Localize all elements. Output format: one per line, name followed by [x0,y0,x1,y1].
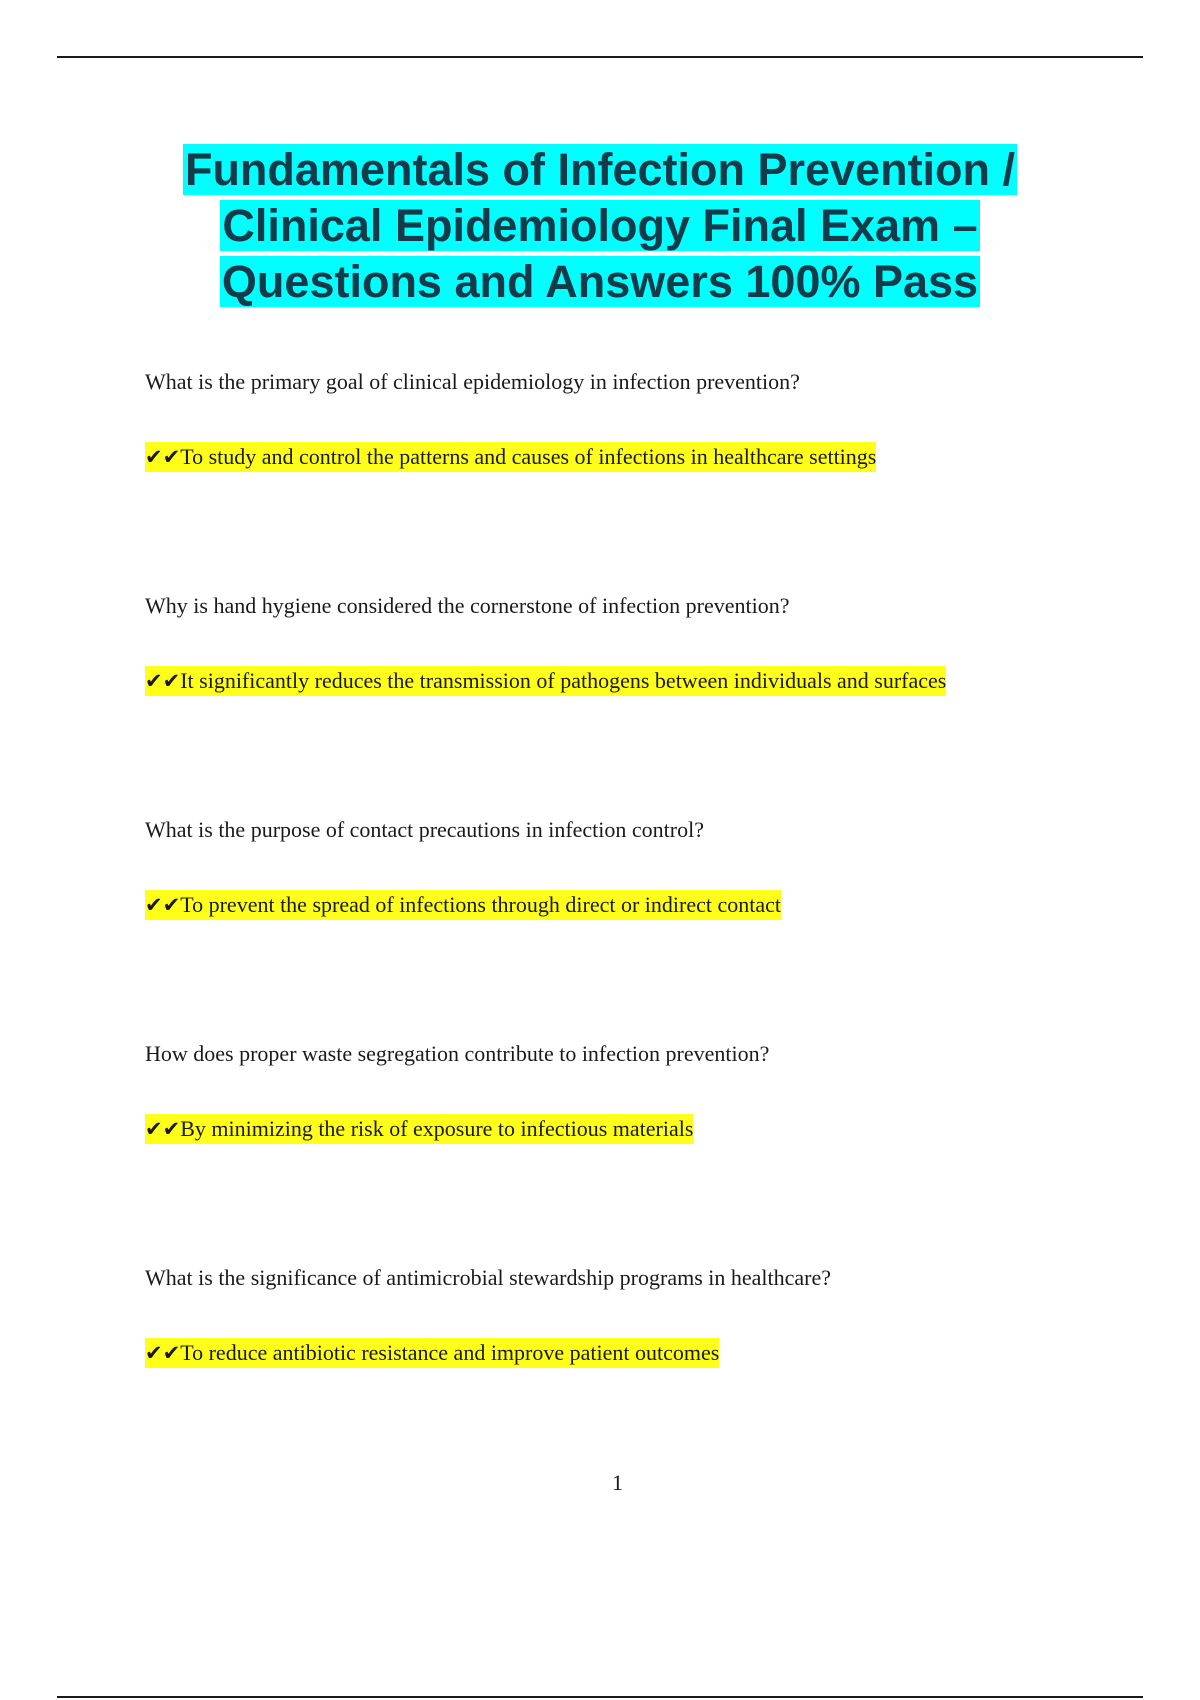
page-number: 1 [612,1470,623,1495]
double-check-icon: ✔✔ [145,893,181,917]
answer-highlight [145,1338,719,1368]
top-rule [57,56,1143,58]
answer [145,666,1125,696]
answer-text: To prevent the spread of infections through direct or indirect contact [180,892,782,917]
answer-highlight [145,890,781,920]
answer [145,442,1125,472]
double-check-icon: ✔✔ [145,1341,181,1365]
answer-highlight [145,1114,693,1144]
answer-highlight [145,666,946,696]
bottom-rule [57,1696,1143,1698]
answer-text: It significantly reduces the transmission of pathogens between individuals and surfaces [180,668,947,693]
title-line-2: Clinical Epidemiology Final Exam – [222,200,978,251]
qa-item [145,367,1125,472]
document-title [60,142,1140,310]
answer-text: To study and control the patterns and causes of infections in healthcare settings [180,444,877,469]
answer [145,1338,1125,1368]
answer-text: To reduce antibiotic resistance and improve patient outcomes [180,1340,720,1365]
answer [145,1114,1125,1144]
qa-item [145,815,1125,920]
double-check-icon: ✔✔ [145,669,181,693]
answer-text: By minimizing the risk of exposure to infectious materials [180,1116,694,1141]
question-text: What is the significance of antimicrobial stewardship programs in healthcare? [145,1265,832,1290]
question-text: Why is hand hygiene considered the cornerstone of infection prevention? [145,593,790,618]
answer-highlight [145,442,876,472]
question-text: What is the primary goal of clinical epidemiology in infection prevention? [145,369,800,394]
double-check-icon: ✔✔ [145,445,181,469]
qa-item [145,1263,1125,1368]
question-text: What is the purpose of contact precautions in infection control? [145,817,704,842]
title-line-3: Questions and Answers 100% Pass [221,256,979,307]
qa-item [145,1039,1125,1144]
answer [145,890,1125,920]
double-check-icon: ✔✔ [145,1117,181,1141]
qa-item [145,591,1125,696]
question-text: How does proper waste segregation contribute to infection prevention? [145,1041,770,1066]
title-line-1: Fundamentals of Infection Prevention / [184,144,1016,195]
